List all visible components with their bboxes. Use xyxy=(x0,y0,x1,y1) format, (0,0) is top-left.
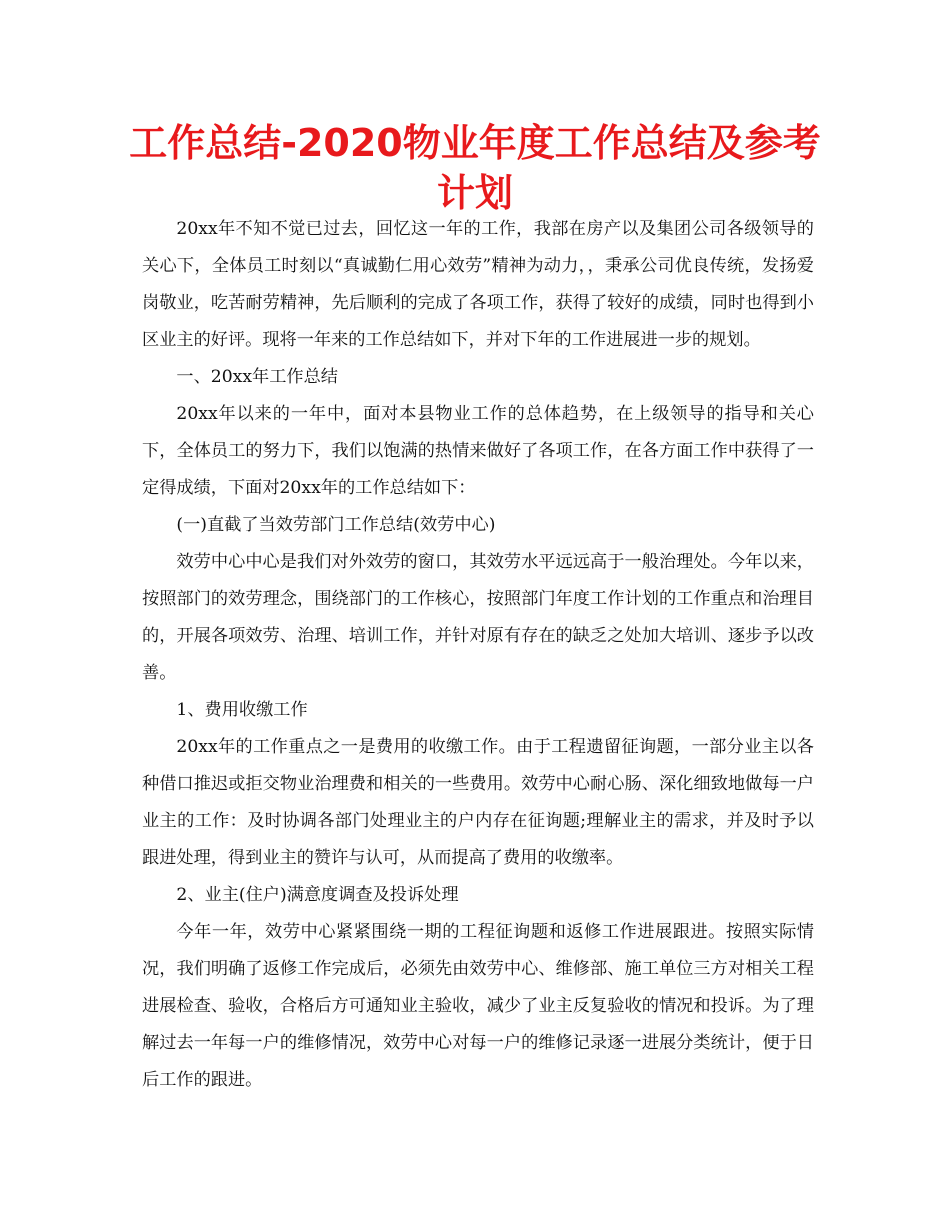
document-body xyxy=(142,211,814,1099)
item-heading-fee-collection: 1、费用收缴工作 xyxy=(176,700,308,720)
paragraph-annual-overview: 20xx年以来的一年中，面对本县物业工作的总体趋势，在上级领导的指导和关心下，全体员工的努力下，我们以饱满的热情来做好了各项工作，在各方面工作中获得了一定得成绩，下面对20xx年的工作总结如下： xyxy=(142,404,814,498)
paragraph-satisfaction-survey: 今年一年，效劳中心紧紧围绕一期的工程征询题和返修工作进展跟进。按照实际情况，我们明确了返修工作完成后，必须先由效劳中心、维修部、施工单位三方对相关工程进展检查、验收，合格后方可通知业主验收，减少了业主反复验收的情况和投诉。为了理解过去一年每一户的维修情况，效劳中心对每一户的维修记录逐一进展分类统计，便于日后工作的跟进。 xyxy=(142,922,814,1090)
item-heading-satisfaction-survey: 2、业主(住户)满意度调查及投诉处理 xyxy=(176,885,459,905)
paragraph-intro: 20xx年不知不觉已过去，回忆这一年的工作，我部在房产以及集团公司各级领导的关心下，全体员工时刻以“真诚勤仁用心效劳”精神为动力，，秉承公司优良传统，发扬爱岗敬业，吃苦耐劳精神，先后顺利的完成了各项工作，获得了较好的成绩，同时也得到小区业主的好评。现将一年来的工作总结如下，并对下年的工作进展进一步的规划。 xyxy=(142,219,814,350)
section-heading-annual-summary: 一、20xx年工作总结 xyxy=(176,367,338,387)
document-title: 工作总结-2020物业年度工作总结及参考计划 xyxy=(129,121,821,215)
paragraph-fee-collection: 20xx年的工作重点之一是费用的收缴工作。由于工程遗留征询题，一部分业主以各种借口推迟或拒交物业治理费和相关的一些费用。效劳中心耐心肠、深化细致地做每一户业主的工作：及时协调各部门处理业主的户内存在征询题;理解业主的需求，并及时予以跟进处理，得到业主的赞许与认可，从而提高了费用的收缴率。 xyxy=(142,737,814,868)
paragraph-service-center: 效劳中心中心是我们对外效劳的窗口，其效劳水平远远高于一般治理处。今年以来，按照部门的效劳理念，围绕部门的工作核心，按照部门年度工作计划的工作重点和治理目的，开展各项效劳、治理、培训工作，并针对原有存在的缺乏之处加大培训、逐步予以改善。 xyxy=(142,552,814,683)
subsection-heading-service-center: (一)直截了当效劳部门工作总结(效劳中心) xyxy=(176,515,496,535)
